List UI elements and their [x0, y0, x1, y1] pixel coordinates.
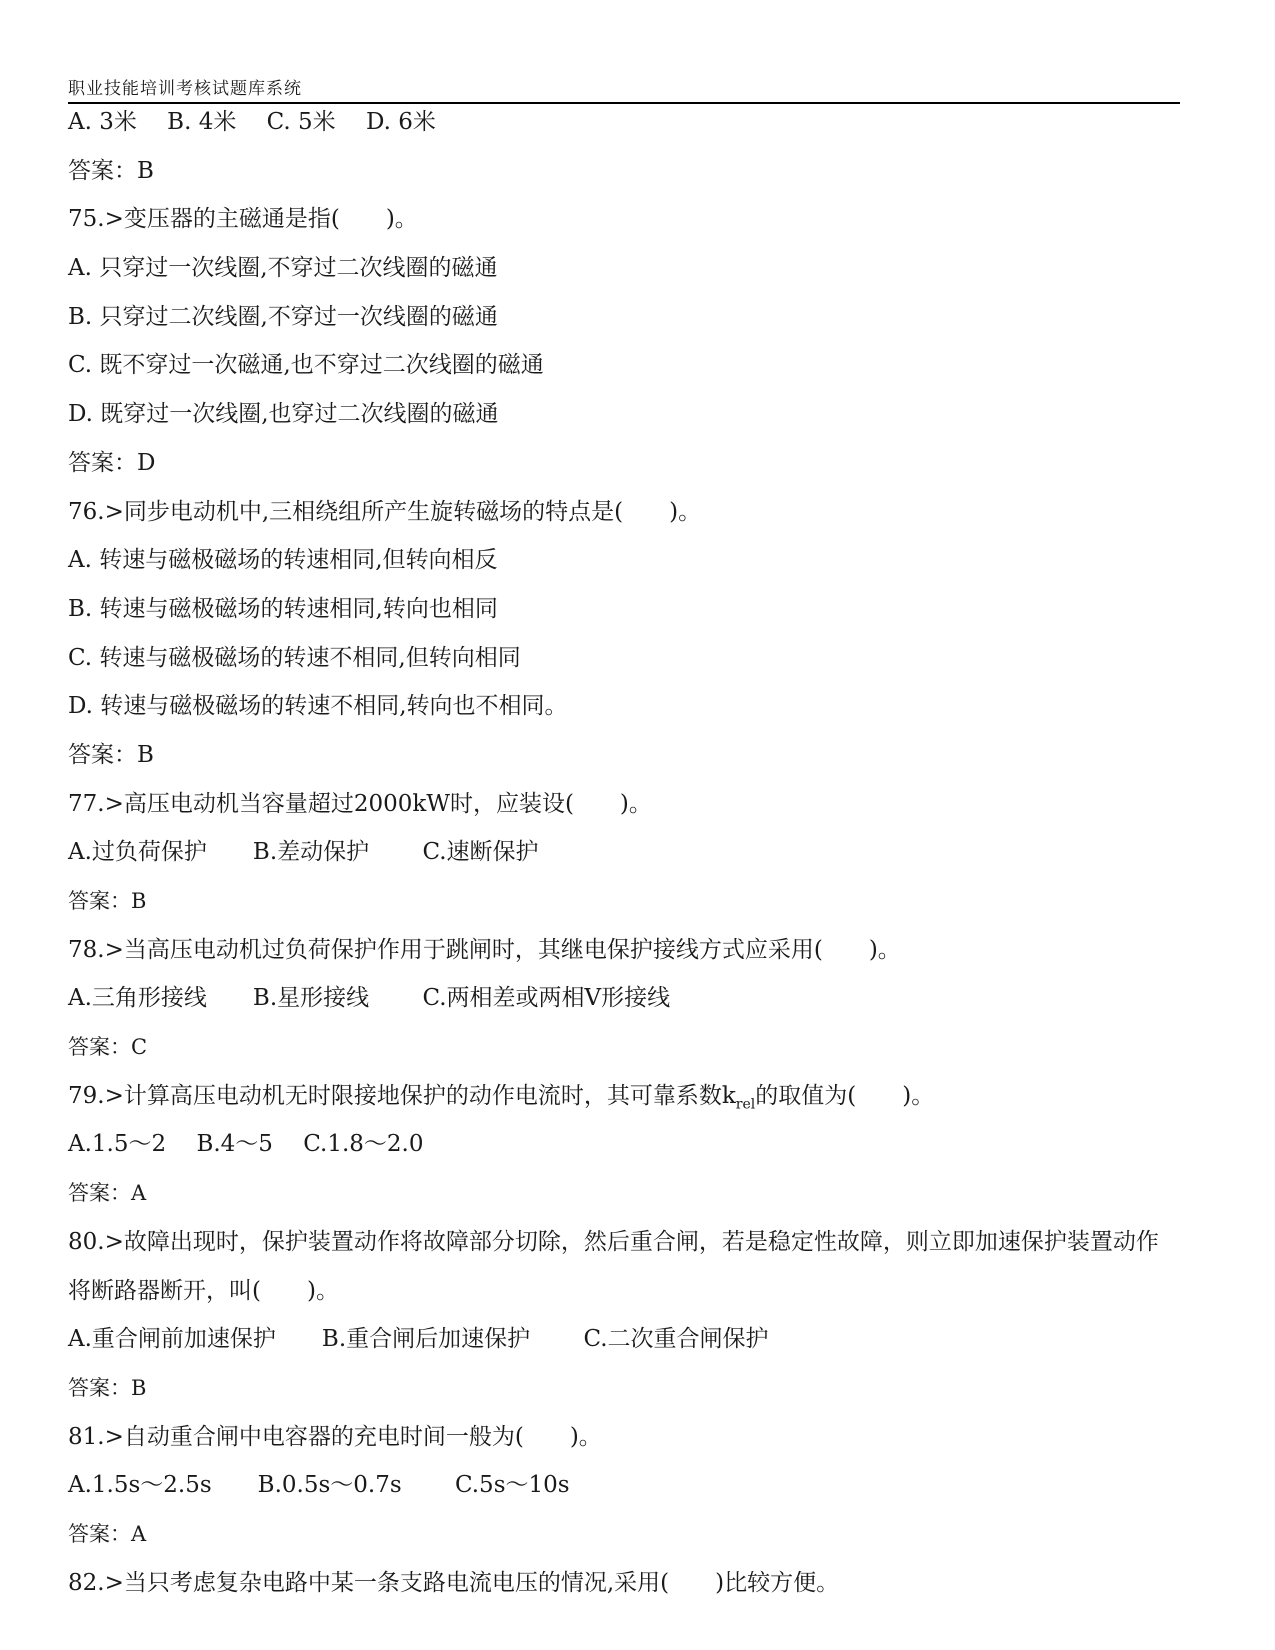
option-d: D. 既穿过一次线圈,也穿过二次线圈的磁通: [68, 401, 499, 428]
question-78: 78.>当高压电动机过负荷保护作用于跳闸时，其继电保护接线方式应采用( )。: [68, 936, 901, 963]
option-a: A. 只穿过一次线圈,不穿过二次线圈的磁通: [68, 255, 498, 282]
question-79-text: 79.>计算高压电动机无时限接地保护的动作电流时，其可靠系数k: [68, 1082, 736, 1109]
option-a: A. 转速与磁极磁场的转速相同,但转向相反: [68, 547, 498, 574]
option-d: D. 转速与磁极磁场的转速不相同,转向也不相同。: [68, 693, 568, 720]
subscript-rel: rel: [735, 1096, 756, 1113]
question-81: 81.>自动重合闸中电容器的充电时间一般为( )。: [68, 1423, 602, 1450]
answer-line: 答案：C: [68, 1035, 148, 1060]
answer-line: 答案：D: [68, 449, 156, 476]
question-80: 80.>故障出现时，保护装置动作将故障部分切除，然后重合闸，若是稳定性故障，则立即加速保护装置动作将断路器断开，叫( )。: [68, 1228, 1159, 1304]
options-line: A. 3米 B. 4米 C. 5米 D. 6米: [68, 109, 436, 135]
question-79: [68, 1072, 1180, 1121]
options-line: A.三角形接线 B.星形接线 C.两相差或两相V形接线: [68, 985, 671, 1012]
option-c: C. 既不穿过一次磁通,也不穿过二次线圈的磁通: [68, 352, 544, 379]
question-82: 82.>当只考虑复杂电路中某一条支路电流电压的情况,采用( )比较方便。: [68, 1569, 840, 1596]
answer-line: 答案：B: [68, 1375, 147, 1400]
question-content: [68, 98, 1180, 1607]
question-75: 75.>变压器的主磁通是指( )。: [68, 206, 418, 233]
answer-line: 答案：B: [68, 889, 147, 913]
answer-line: 答案：A: [68, 1181, 147, 1206]
option-c: C. 转速与磁极磁场的转速不相同,但转向相同: [68, 644, 521, 671]
header-title: 职业技能培训考核试题库系统: [68, 79, 302, 99]
options-line: A.过负荷保护 B.差动保护 C.速断保护: [68, 839, 539, 866]
option-b: B. 转速与磁极磁场的转速相同,转向也相同: [68, 595, 498, 622]
answer-line: 答案：B: [68, 741, 154, 768]
question-76: 76.>同步电动机中,三相绕组所产生旋转磁场的特点是( )。: [68, 498, 702, 525]
options-line: A.1.5～2 B.4～5 C.1.8～2.0: [68, 1131, 424, 1158]
options-line: A.1.5s～2.5s B.0.5s～0.7s C.5s～10s: [68, 1472, 570, 1499]
option-b: B. 只穿过二次线圈,不穿过一次线圈的磁通: [68, 303, 498, 330]
question-79-text-end: 的取值为( )。: [755, 1082, 935, 1109]
answer-line: 答案：B: [68, 157, 154, 184]
options-line: A.重合闸前加速保护 B.重合闸后加速保护 C.二次重合闸保护: [68, 1326, 769, 1353]
answer-line: 答案：A: [68, 1521, 147, 1546]
question-77: 77.>高压电动机当容量超过2000kW时，应装设( )。: [68, 790, 652, 817]
